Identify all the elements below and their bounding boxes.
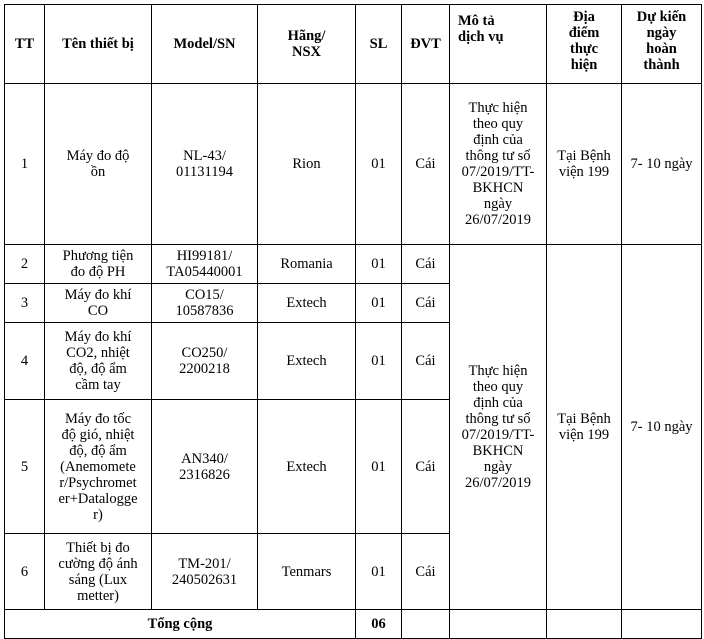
cell-model-sn: CO15/ 10587836 xyxy=(152,284,258,323)
cell-empty xyxy=(547,610,622,639)
cell-expected-completion: 7- 10 ngày xyxy=(622,84,702,245)
cell-quantity: 01 xyxy=(356,400,402,534)
cell-tt: 2 xyxy=(5,245,45,284)
cell-quantity: 01 xyxy=(356,245,402,284)
header-row xyxy=(5,5,702,84)
cell-location: Tại Bệnh viện 199 xyxy=(547,84,622,245)
cell-brand: Extech xyxy=(258,323,356,400)
table-row xyxy=(5,245,702,284)
cell-device-name: Thiết bị đo cường độ ánh sáng (Lux metter) xyxy=(45,534,152,610)
cell-model-sn: AN340/ 2316826 xyxy=(152,400,258,534)
cell-model-sn: TM-201/ 240502631 xyxy=(152,534,258,610)
cell-unit: Cái xyxy=(402,534,450,610)
cell-location: Tại Bệnh viện 199 xyxy=(547,245,622,610)
cell-tt: 1 xyxy=(5,84,45,245)
cell-device-name: Phương tiện đo độ PH xyxy=(45,245,152,284)
cell-unit: Cái xyxy=(402,245,450,284)
equipment-table xyxy=(4,4,702,639)
cell-expected-completion: 7- 10 ngày xyxy=(622,245,702,610)
cell-quantity: 01 xyxy=(356,84,402,245)
cell-brand: Romania xyxy=(258,245,356,284)
cell-empty xyxy=(622,610,702,639)
header-service-description: Mô tả dịch vụ xyxy=(450,5,547,84)
header-brand: Hãng/ NSX xyxy=(258,5,356,84)
cell-device-name: Máy đo khí CO xyxy=(45,284,152,323)
cell-model-sn: HI99181/ TA05440001 xyxy=(152,245,258,284)
header-device-name: Tên thiết bị xyxy=(45,5,152,84)
table-row xyxy=(5,84,702,245)
cell-device-name: Máy đo tốc độ gió, nhiệt độ, độ ẩm (Anemomete r/Psychromet er+Datalogge r) xyxy=(45,400,152,534)
header-tt: TT xyxy=(5,5,45,84)
total-row xyxy=(5,610,702,639)
cell-unit: Cái xyxy=(402,400,450,534)
cell-service-description: Thực hiện theo quy định của thông tư số 07/2019/TT- BKHCN ngày 26/07/2019 xyxy=(450,245,547,610)
cell-brand: Extech xyxy=(258,400,356,534)
header-unit: ĐVT xyxy=(402,5,450,84)
total-quantity: 06 xyxy=(356,610,402,639)
cell-unit: Cái xyxy=(402,284,450,323)
cell-brand: Extech xyxy=(258,284,356,323)
total-label: Tổng cộng xyxy=(5,610,356,639)
header-expected-completion: Dự kiến ngày hoàn thành xyxy=(622,5,702,84)
header-model-sn: Model/SN xyxy=(152,5,258,84)
cell-unit: Cái xyxy=(402,84,450,245)
cell-empty xyxy=(450,610,547,639)
cell-empty xyxy=(402,610,450,639)
cell-model-sn: NL-43/ 01131194 xyxy=(152,84,258,245)
cell-tt: 5 xyxy=(5,400,45,534)
cell-model-sn: CO250/ 2200218 xyxy=(152,323,258,400)
cell-tt: 6 xyxy=(5,534,45,610)
cell-service-description: Thực hiện theo quy định của thông tư số 07/2019/TT- BKHCN ngày 26/07/2019 xyxy=(450,84,547,245)
cell-unit: Cái xyxy=(402,323,450,400)
cell-tt: 4 xyxy=(5,323,45,400)
cell-tt: 3 xyxy=(5,284,45,323)
header-location: Địa điểm thực hiện xyxy=(547,5,622,84)
cell-device-name: Máy đo độ ồn xyxy=(45,84,152,245)
cell-brand: Rion xyxy=(258,84,356,245)
cell-quantity: 01 xyxy=(356,284,402,323)
cell-quantity: 01 xyxy=(356,323,402,400)
cell-quantity: 01 xyxy=(356,534,402,610)
header-quantity: SL xyxy=(356,5,402,84)
cell-device-name: Máy đo khí CO2, nhiệt độ, độ ẩm cầm tay xyxy=(45,323,152,400)
cell-brand: Tenmars xyxy=(258,534,356,610)
